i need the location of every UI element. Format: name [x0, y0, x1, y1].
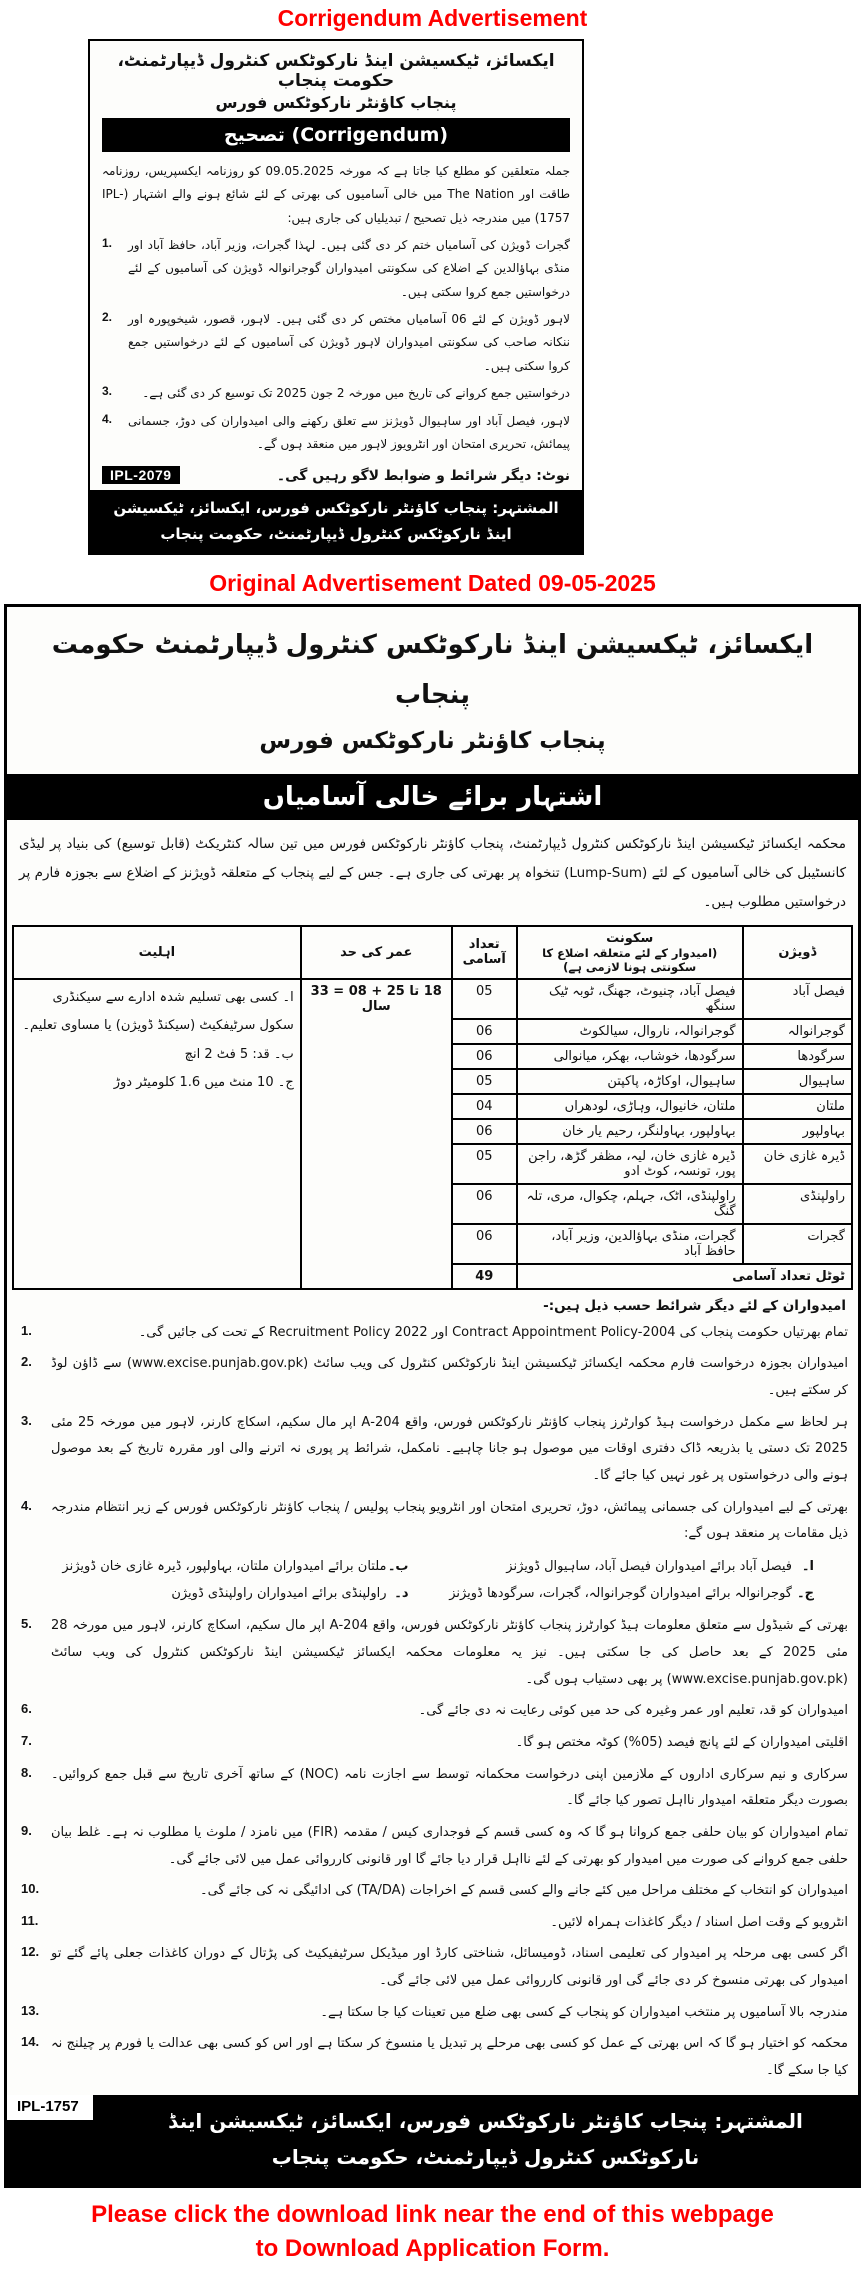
residence-cell: بہاولپور، بہاولنگر، رحیم یار خان: [517, 1119, 743, 1144]
division-cell: ساہیوال: [743, 1069, 852, 1094]
residence-cell: ملتان، خانیوال، وہاڑی، لودھراں: [517, 1094, 743, 1119]
condition-number: 14.: [21, 2034, 40, 2050]
header-residence-title: سکونت: [606, 930, 654, 946]
original-dept-line1: ایکسائز، ٹیکسیشن اینڈ نارکوٹکس کنٹرول ڈیپارٹمنٹ حکومت پنجاب: [51, 630, 814, 710]
header-count-line2: آسامی: [462, 952, 506, 968]
condition-number: 12.: [21, 1944, 40, 1960]
header-residence-sub: (امیدوار کے لئے متعلقہ اضلاع کا سکونتی ہونا لازمی ہے): [542, 945, 718, 974]
corrigendum-publisher-bar: المشتہر: پنجاب کاؤنٹر نارکوٹکس فورس، ایکسائز، ٹیکسیشن اینڈ نارکوٹکس کنٹرول ڈیپارٹمنٹ، حکومت پنجاب: [90, 490, 582, 553]
header-division: ڈویژن: [743, 926, 852, 979]
condition-text: تمام بھرتیاں حکومت پنجاب کی Contract Appointment Policy-2004 اور Recruitment Policy 2022 کے تحت کی جائیں گی۔: [138, 1324, 848, 1340]
venue-item: [433, 1580, 815, 1607]
condition-number: 9.: [21, 1822, 32, 1838]
condition-item: [21, 1878, 848, 1905]
division-cell: گجرات: [743, 1224, 852, 1264]
venue-item: [27, 1553, 409, 1580]
venue-text: گوجرانوالہ برائے امیدواران گوجرانوالہ، گجرات، سرگودھا ڈویژنز: [449, 1586, 792, 1602]
condition-item: [21, 1730, 848, 1757]
eligibility-line: ب۔ قد: 5 فٹ 2 انچ: [184, 1046, 294, 1062]
condition-item: [21, 1910, 848, 1937]
count-cell: 06: [452, 1044, 517, 1069]
corrigendum-item: [102, 382, 570, 405]
condition-item: [21, 1320, 848, 1347]
division-cell: ڈیرہ غازی خان: [743, 1144, 852, 1184]
table-header-row: [13, 926, 852, 979]
corrigendum-item: [102, 410, 570, 457]
venue-letter: ب۔: [387, 1558, 409, 1574]
eligibility-cell: [13, 979, 301, 1289]
division-cell: سرگودھا: [743, 1044, 852, 1069]
conditions-heading: امیدواران کے لئے دیگر شرائط حسب ذیل ہیں:-: [543, 1297, 846, 1314]
condition-number: 13.: [21, 2002, 40, 2018]
residence-cell: گوجرانوالہ، ناروال، سیالکوٹ: [517, 1019, 743, 1044]
count-cell: 06: [452, 1224, 517, 1264]
eligibility-line: ا۔ کسی بھی تسلیم شدہ ادارے سے سیکنڈری سکول سرٹیفکیٹ (سیکنڈ ڈویژن) یا مساوی تعلیم۔: [22, 989, 294, 1034]
condition-text: ہر لحاظ سے مکمل درخواست ہیڈ کوارٹرز پنجاب کاؤنٹر نارکوٹکس فورس، واقع 204-A اپر مال سکیم، اسکاچ کارنر، لاہور میں مورخہ 25 مئی 2025 تک دستی یا بذریعہ ڈاک دفتری اوقات میں موصول ہو جانا چاہیے۔ نامکمل، شرائط پر پوری نہ اترنے والی اور مقررہ تاریخ کے بعد موصول ہونے والی درخواستوں پر غور نہیں کیا جائے گا۔: [51, 1414, 848, 1483]
corrigendum-item: [102, 234, 570, 304]
venue-letter: د۔: [394, 1586, 409, 1602]
condition-text: امیدواران بجوزہ درخواست فارم محکمہ ایکسائز ٹیکسیشن اینڈ نارکوٹکس کنٹرول کی ویب سائٹ (www.excise.punjab.gov.pk) سے ڈاؤن لوڈ کر سکتے ہیں۔: [51, 1356, 848, 1398]
condition-number: 1.: [21, 1322, 32, 1338]
original-intro: محکمہ ایکسائز ٹیکسیشن اینڈ نارکوٹکس کنٹرول ڈیپارٹمنٹ، پنجاب کاؤنٹر نارکوٹکس فورس میں تین سالہ کنٹریکٹ (قابل توسیع) کی بنیاد پر لیڈی کانسٹیبل کی خالی آسامیوں کے لئے (Lump-Sum) تنخواہ پر بھرتی کی جاری ہے۔ جس کے لیے پنجاب کے متعلقہ ڈویژنز کے اضلاع سے بجوزہ فارم پر درخواستیں مطلوب ہیں۔: [19, 835, 846, 910]
venue-item: [433, 1553, 815, 1580]
condition-number: 4.: [21, 1497, 32, 1513]
condition-item: [21, 2000, 848, 2027]
condition-number: 6.: [21, 1701, 32, 1717]
condition-text: سرکاری و نیم سرکاری اداروں کے ملازمین اپنی درخواست محکمانہ توسط سے اجازت نامہ (NOC) کے ساتھ آخری تاریخ سے قبل جمع کروائیں۔ بصورت دیگر متعلقہ امیدوار نااہل تصور کیا جائے گا۔: [51, 1766, 848, 1809]
corrigendum-page-heading: Corrigendum Advertisement: [277, 5, 588, 31]
item-number: 1.: [102, 235, 113, 250]
condition-text: مندرجہ بالا آسامیوں پر منتخب امیدواران کو پنجاب کے کسی بھی ضلع میں تعینات کیا جا سکتا ہے۔: [320, 2004, 848, 2020]
vacancies-table: [12, 925, 853, 1290]
venue-letter: ا۔: [801, 1558, 814, 1574]
download-note-line2: to Download Application Form.: [255, 2235, 610, 2263]
original-publisher-bar: [7, 2095, 858, 2185]
condition-item: [21, 1762, 848, 1815]
venues-list: [27, 1553, 814, 1608]
count-cell: 06: [452, 1184, 517, 1224]
corrigendum-item: [102, 308, 570, 378]
condition-item: [21, 1698, 848, 1725]
division-cell: ملتان: [743, 1094, 852, 1119]
division-cell: راولپنڈی: [743, 1184, 852, 1224]
condition-number: 3.: [21, 1412, 32, 1428]
venue-letter: ج۔: [797, 1586, 814, 1602]
residence-cell: سرگودھا، خوشاب، بھکر، میانوالی: [517, 1044, 743, 1069]
ipl-1757-badge: IPL-1757: [7, 2095, 93, 2120]
table-row: [13, 979, 852, 1019]
condition-item: [21, 2031, 848, 2084]
count-cell: 06: [452, 1119, 517, 1144]
condition-number: 8.: [21, 1764, 32, 1780]
age-limit-cell: 18 تا 25 + 08 = 33 سال: [301, 979, 452, 1289]
ipl-2079-badge: IPL-2079: [102, 466, 180, 484]
condition-text: تمام امیدواران کو بیان حلفی جمع کروانا ہو گا کہ وہ کسی قسم کے فوجداری کیس / مقدمہ (FIR) میں نامزد / ملوث یا مطلوب نہ ہے۔ غلط بیان حلفی جمع کروانے کی صورت میں امیدوار کو بھرتی کے لئے نااہل قرار دیا جائے گا اور قانونی کارروائی عمل میں لائی جائے گی۔: [51, 1824, 848, 1867]
count-cell: 04: [452, 1094, 517, 1119]
condition-number: 10.: [21, 1881, 40, 1897]
original-dept-line2: پنجاب کاؤنٹر نارکوٹکس فورس: [259, 727, 606, 754]
condition-item: [21, 1495, 848, 1548]
header-eligibility: اہلیت: [13, 926, 301, 979]
corrigendum-dept-line1: ایکسائز، ٹیکسیشن اینڈ نارکوٹکس کنٹرول ڈیپارٹمنٹ، حکومت پنجاب: [117, 50, 555, 91]
eligibility-line: ج۔ 10 منٹ میں 1.6 کلومیٹر دوڑ: [113, 1075, 294, 1091]
condition-number: 2.: [21, 1354, 32, 1370]
condition-text: محکمہ کو اختیار ہو گا کہ اس بھرتی کے عمل کو کسی بھی مرحلے پر تبدیل یا منسوخ کر سکتا ہے اور اس کو کسی بھی عدالت یا فورم پر چیلنج نہ کیا جا سکے گا۔: [51, 2036, 848, 2079]
download-note: [0, 2198, 865, 2268]
venue-text: فیصل آباد برائے امیدواران فیصل آباد، ساہیوال ڈویژنز: [506, 1558, 792, 1574]
count-cell: 05: [452, 1144, 517, 1184]
header-residence: [517, 926, 743, 979]
division-cell: بہاولپور: [743, 1119, 852, 1144]
item-text: لاہور، فیصل آباد اور ساہیوال ڈویژنز سے تعلق رکھنے والی امیدواران کی دوڑ، جسمانی پیمائش، تحریری امتحان اور انٹرویوز لاہور میں منعقد ہوں گے۔: [128, 413, 570, 452]
condition-text: اقلیتی امیدواران کے لئے پانچ فیصد (05%) کوٹہ مختص ہو گا۔: [515, 1734, 848, 1750]
vacancies-banner: اشتہار برائے خالی آسامیاں: [7, 774, 858, 820]
condition-text: بھرتی کے لیے امیدواران کی جسمانی پیمائش، دوڑ، تحریری امتحان اور انٹرویو پنجاب پولیس / پنجاب کاؤنٹر نارکوٹکس فورس کے زیر انتظام مندرجہ ذیل مقامات پر منعقد ہوں گے:: [51, 1499, 848, 1542]
header-count: [452, 926, 517, 979]
condition-text: بھرتی کے شیڈول سے متعلق معلومات ہیڈ کوارٹرز پنجاب کاؤنٹر نارکوٹکس فورس، واقع 204-A اپر مال سکیم، اسکاچ کارنر، لاہور میں مورخہ 28 مئی 2025 کے بعد حاصل کی جا سکتی ہیں۔ نیز یہ معلومات محکمہ ایکسائز ٹیکسیشن اینڈ نارکوٹکس کنٹرول کی ویب سائٹ (www.excise.punjab.gov.pk) پر بھی دستیاب ہوں گی۔: [51, 1618, 849, 1687]
item-number: 4.: [102, 411, 113, 426]
condition-number: 11.: [21, 1912, 39, 1928]
venue-text: ملتان برائے امیدواران ملتان، بہاولپور، ڈیرہ غازی خان ڈویژنز: [62, 1558, 387, 1574]
condition-item: [21, 1820, 848, 1873]
corrigendum-dept-line2: پنجاب کاؤنٹر نارکوٹکس فورس: [215, 92, 457, 112]
total-label-cell: ٹوٹل تعداد آسامی: [517, 1264, 852, 1289]
condition-text: انٹرویو کے وقت اصل اسناد / دیگر کاغذات ہمراہ لائیں۔: [550, 1914, 848, 1930]
condition-number: 5.: [21, 1616, 32, 1632]
header-count-line1: تعداد: [468, 937, 500, 953]
division-cell: فیصل آباد: [743, 979, 852, 1019]
residence-cell: فیصل آباد، چنیوٹ، جھنگ، ٹوبہ ٹیک سنگھ: [517, 979, 743, 1019]
condition-number: 7.: [21, 1732, 32, 1748]
condition-text: اگر کسی بھی مرحلہ پر امیدوار کی تعلیمی اسناد، ڈومیسائل، شناختی کارڈ اور میڈیکل سرٹیفیکیٹ کی پڑتال کے دوران کاغذات جعلی پائے گئے تو امیدوار کی بھرتی منسوخ کر دی جائے گی اور قانونی کارروائی عمل میں لائی جائے گی۔: [51, 1946, 848, 1989]
original-publisher-text: المشتہر: پنجاب کاؤنٹر نارکوٹکس فورس، ایکسائز، ٹیکسیشن اینڈ نارکوٹکس کنٹرول ڈیپارٹمنٹ، حکومت پنجاب: [168, 2108, 803, 2169]
corrigendum-note: نوٹ: دیگر شرائط و ضوابط لاگو رہیں گی۔: [276, 468, 570, 485]
download-note-line1: Please click the download link near the end of this webpage: [91, 2200, 774, 2228]
condition-item: [21, 1351, 848, 1404]
residence-cell: گجرات، منڈی بہاؤالدین، وزیر آباد، حافظ آباد: [517, 1224, 743, 1264]
corrigendum-banner: تصحیح (Corrigendum): [102, 118, 570, 152]
item-text: لاہور ڈویژن کے لئے 06 آسامیاں مختص کر دی گئی ہیں۔ لاہور، قصور، شیخوپورہ اور ننکانہ صاحب کی سکونتی امیدواران لاہور ڈویژن کی آسامیوں کے لئے درخواستیں جمع کروا سکتی ہیں۔: [128, 312, 570, 373]
condition-item: [21, 1410, 848, 1490]
item-text: گجرات ڈویژن کی آسامیاں ختم کر دی گئی ہیں۔ لہذا گجرات، وزیر آباد، حافظ آباد اور منڈی بہاؤالدین کے اضلاع کی سکونتی امیدواران گوجرانوالہ ڈویژن کی آسامیوں کے لئے درخواستیں جمع کروا سکتی ہیں۔: [128, 237, 570, 299]
condition-text: امیدواران کو انتخاب کے مختلف مراحل میں کئے جانے والے کسی قسم کے اخراجات (TA/DA) کی ادائیگی نہ کی جائے گی۔: [200, 1883, 848, 1899]
item-number: 2.: [102, 310, 113, 325]
item-text: درخواستیں جمع کروانے کی تاریخ میں مورخہ 2 جون 2025 تک توسیع کر دی گئی ہے۔: [142, 386, 570, 401]
condition-item: [21, 1613, 848, 1693]
venue-text: راولپنڈی برائے امیدواران راولپنڈی ڈویژن: [171, 1586, 387, 1602]
condition-text: امیدواران کو قد، تعلیم اور عمر وغیرہ کی حد میں کوئی رعایت نہ دی جائے گی۔: [418, 1703, 848, 1719]
condition-item: [21, 1941, 848, 1994]
count-cell: 05: [452, 979, 517, 1019]
count-cell: 06: [452, 1019, 517, 1044]
division-cell: گوجرانوالہ: [743, 1019, 852, 1044]
corrigendum-ad: [88, 39, 584, 556]
corrigendum-intro: جملہ متعلقین کو مطلع کیا جاتا ہے کہ مورخہ 09.05.2025 کو روزنامہ ایکسپریس، روزنامہ طاقت اور The Nation میں خالی آسامیوں کی بھرتی کے لئے شائع ہونے والے اشتہار (IPL-1757) میں مندرجہ ذیل تصحیح / تبدیلیاں کی جاری ہیں:: [102, 163, 571, 225]
original-page-heading: Original Advertisement Dated 09-05-2025: [209, 570, 656, 597]
residence-cell: ڈیرہ غازی خان، لیہ، مظفر گڑھ، راجن پور، تونسہ، کوٹ ادو: [517, 1144, 743, 1184]
venue-item: [27, 1580, 409, 1607]
original-ad: [4, 604, 861, 2187]
residence-cell: ساہیوال، اوکاڑہ، پاکپتن: [517, 1069, 743, 1094]
total-count-cell: 49: [452, 1264, 517, 1289]
residence-cell: راولپنڈی، اٹک، جہلم، چکوال، مری، تلہ گنگ: [517, 1184, 743, 1224]
item-number: 3.: [102, 384, 113, 399]
corrigendum-note-row: [102, 466, 570, 484]
count-cell: 05: [452, 1069, 517, 1094]
header-age: عمر کی حد: [301, 926, 452, 979]
